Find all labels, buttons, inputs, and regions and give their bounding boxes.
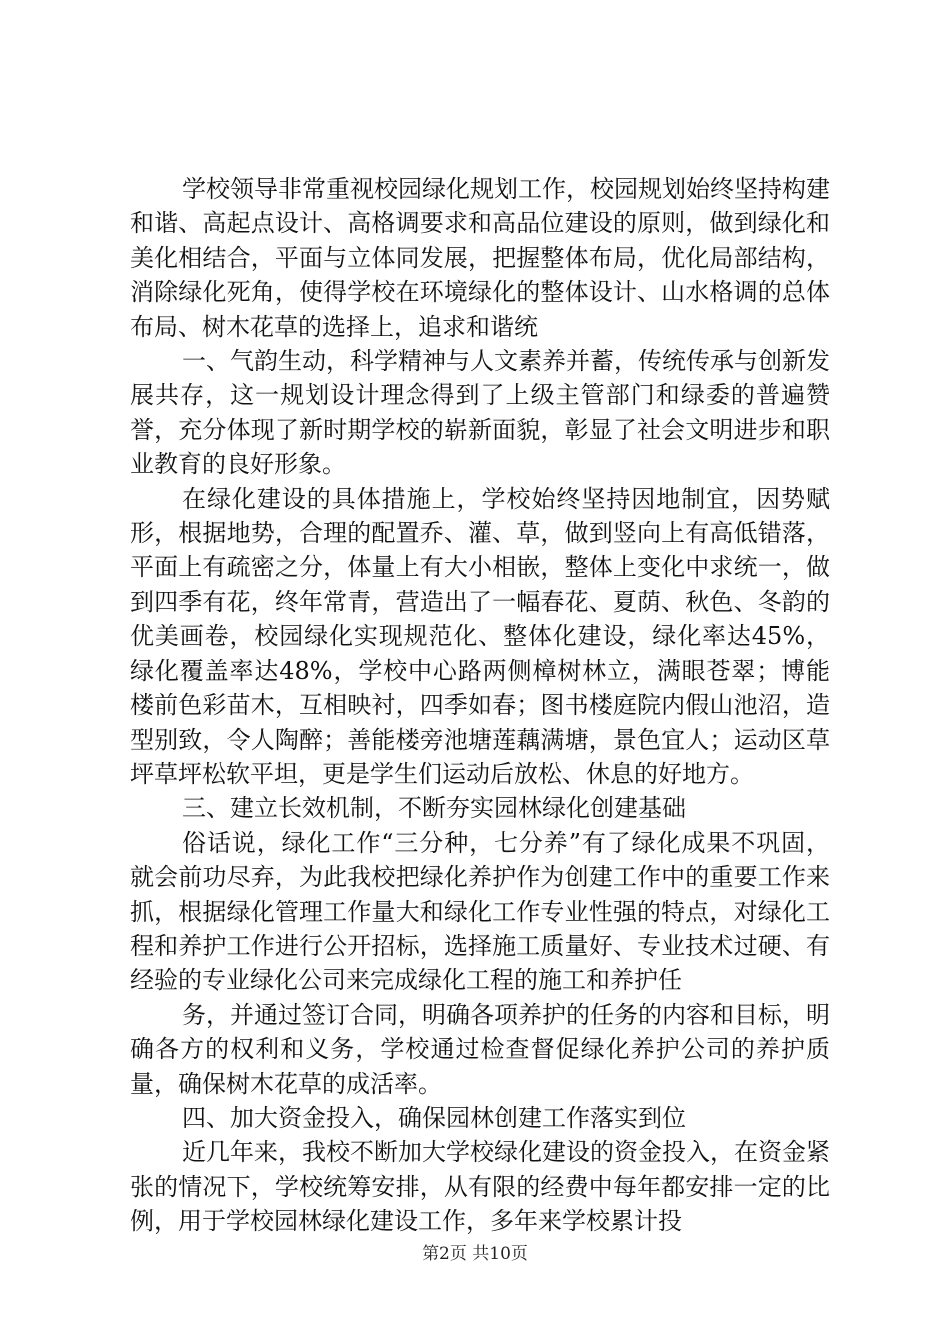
page-number-footer: 第2页 共10页 — [422, 1244, 528, 1264]
paragraph-investment: 近几年来，我校不断加大学校绿化建设的资金投入，在资金紧张的情况下，学校统筹安排，从有限的经费中每年都安排一定的比例，用于学校园林绿化建设工作，多年来学校累计投 — [130, 1138, 830, 1236]
paragraph-campus-planning: 学校领导非常重视校园绿化规划工作，校园规划始终坚持构建和谐、高起点设计、高格调要求和高品位建设的原则，做到绿化和美化相结合，平面与立体同发展，把握整体布局，优化局部结构，消除绿化死角，使得学校在环境绿化的整体设计、山水格调的总体布局、树木花草的选择上，追求和谐统 — [130, 175, 830, 341]
paragraph-greening-measures: 在绿化建设的具体措施上，学校始终坚持因地制宜，因势赋形，根据地势，合理的配置乔、灌、草，做到竖向上有高低错落，平面上有疏密之分，体量上有大小相嵌，整体上变化中求统一，做到四季有花，终年常青，营造出了一幅春花、夏荫、秋色、冬韵的优美画卷，校园绿化实现规范化、整体化建设，绿化率达45%，绿化覆盖率达48%，学校中心路两侧樟树林立，满眼苍翠；博能楼前色彩苗木，互相映衬，四季如春；图书楼庭院内假山池沼，造型别致，令人陶醉；善能楼旁池塘莲藕满塘，景色宜人；运动区草坪草坪松软平坦，更是学生们运动后放松、休息的好地方。 — [130, 484, 830, 788]
paragraph-design-concept: 一、气韵生动，科学精神与人文素养并蓄，传统传承与创新发展共存，这一规划设计理念得到了上级主管部门和绿委的普遍赞誉，充分体现了新时期学校的崭新面貌，彰显了社会文明进步和职业教育的良好形象。 — [130, 347, 830, 479]
section-heading-long-term-mechanism: 三、建立长效机制，不断夯实园林绿化创建基础 — [182, 794, 686, 823]
section-heading-funding: 四、加大资金投入，确保园林创建工作落实到位 — [182, 1103, 686, 1132]
paragraph-maintenance: 俗话说，绿化工作“三分种，七分养”有了绿化成果不巩固，就会前功尽弃，为此我校把绿化养护作为创建工作中的重要工作来抓，根据绿化管理工作量大和绿化工作专业性强的特点，对绿化工程和养护工作进行公开招标，选择施工质量好、专业技术过硬、有经验的专业绿化公司来完成绿化工程的施工和养护任 — [130, 828, 830, 995]
document-body — [130, 172, 830, 1239]
paragraph-contract: 务，并通过签订合同，明确各项养护的任务的内容和目标，明确各方的权利和义务，学校通过检查督促绿化养护公司的养护质量，确保树木花草的成活率。 — [130, 1000, 830, 1098]
